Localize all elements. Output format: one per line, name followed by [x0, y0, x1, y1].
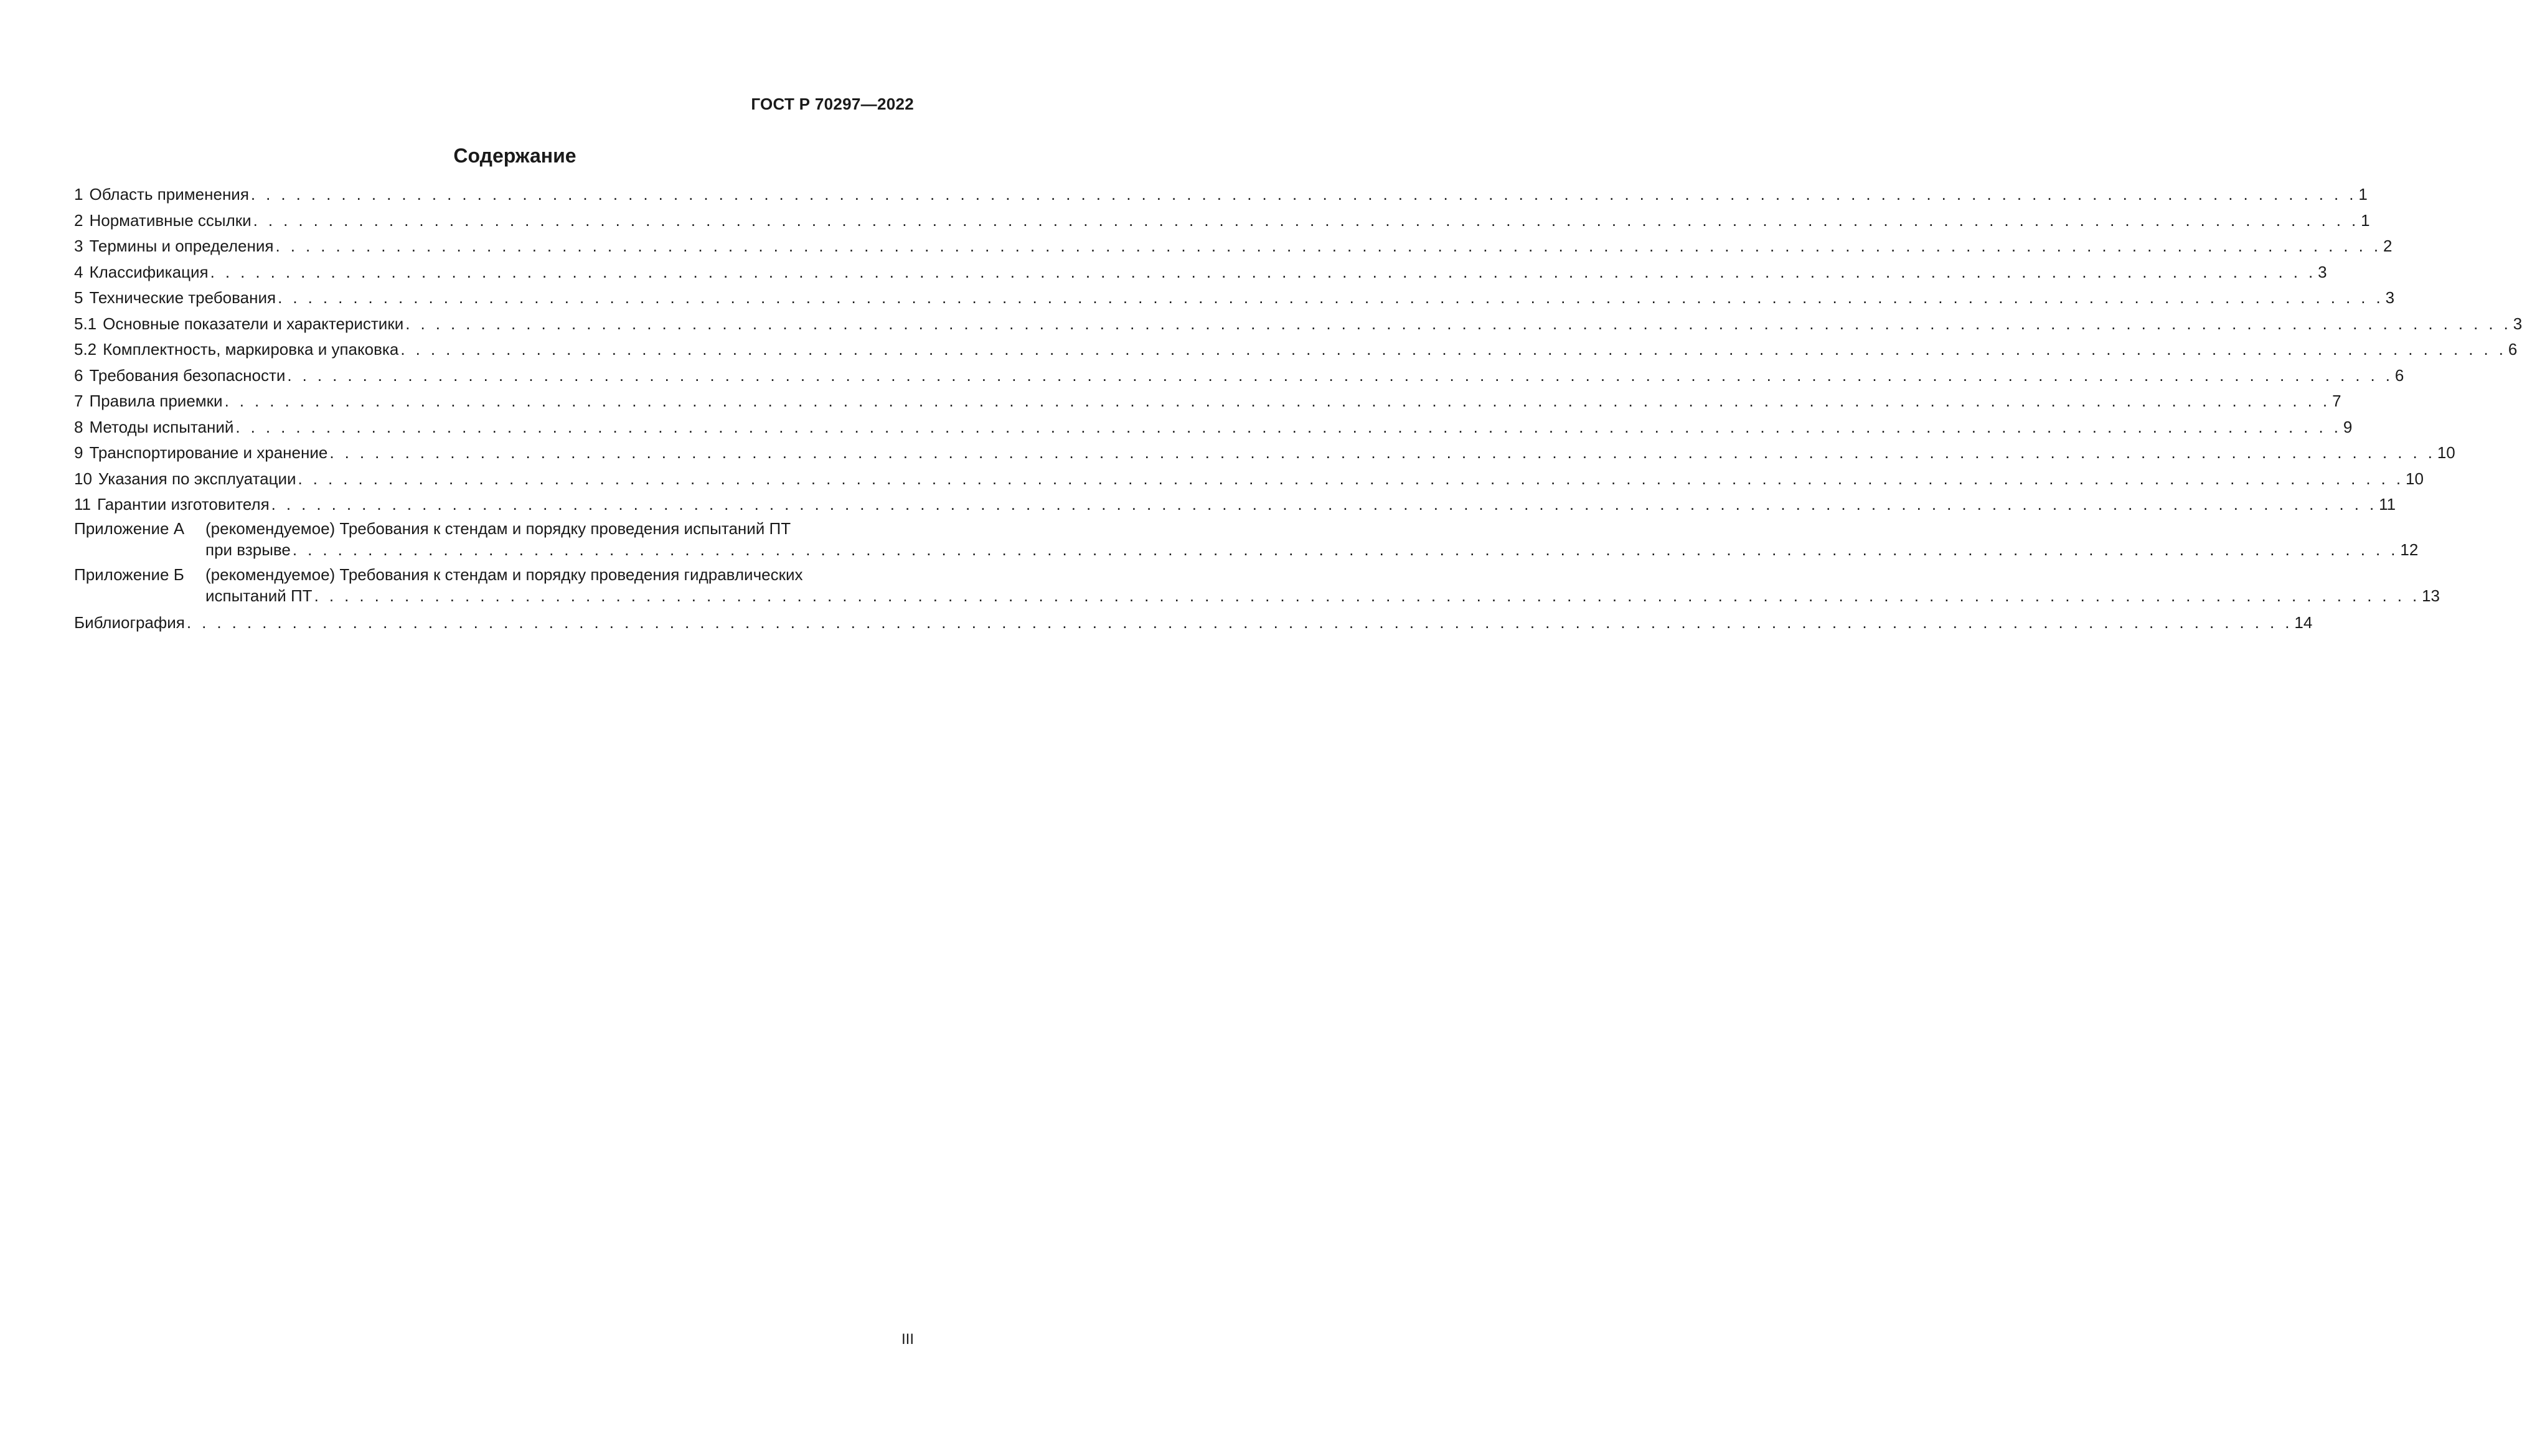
dot-leader: [400, 337, 2506, 363]
toc-item-page: 3: [2385, 288, 2395, 307]
toc-item-number: 7: [74, 392, 83, 410]
appendix-title-line2: при взрыве: [205, 540, 291, 559]
appendix-title-line2: испытаний ПТ: [205, 586, 313, 605]
toc-item-page: 6: [2508, 340, 2518, 359]
toc-item-number: 11: [74, 495, 91, 514]
toc-item-number: 6: [74, 365, 83, 385]
dot-leader: [271, 492, 2378, 518]
toc-item-title: Библиография: [74, 613, 185, 632]
dot-leader: [278, 285, 2384, 311]
toc-item-1[interactable]: [74, 182, 2368, 208]
dot-leader: [293, 539, 2399, 560]
toc-item-number: 1: [74, 185, 83, 204]
toc-item-page: 14: [2294, 613, 2313, 632]
toc-item-title: Классификация: [89, 262, 209, 281]
toc-item-page: 11: [2379, 495, 2396, 514]
toc-item-title: Указания по эксплуатации: [98, 469, 296, 488]
toc-item-5-1[interactable]: [74, 311, 2522, 337]
toc-item-page: 3: [2513, 314, 2522, 333]
toc-item-title: Термины и определения: [89, 237, 274, 255]
dot-leader: [225, 388, 2331, 415]
toc-item-8[interactable]: [74, 415, 2353, 441]
appendix-title-line1: (рекомендуемое) Требования к стендам и порядку проведения испытаний ПТ: [205, 519, 791, 538]
toc-item-page: 2: [2383, 237, 2393, 255]
toc-item-5-2[interactable]: [74, 337, 2518, 363]
toc-item-title: Транспортирование и хранение: [89, 443, 328, 462]
toc-item-7[interactable]: [74, 388, 2341, 415]
toc-item-number: 5: [74, 288, 83, 307]
toc-item-number: 8: [74, 417, 83, 436]
toc-item-9[interactable]: [74, 440, 2455, 466]
toc-item-11[interactable]: [74, 492, 2396, 518]
toc-item-page: 6: [2394, 365, 2404, 385]
appendix-title-line2-row: [205, 539, 2418, 560]
toc-item-page: 9: [2343, 417, 2353, 436]
appendix-title-line1: (рекомендуемое) Требования к стендам и порядку проведения гидравлических: [205, 565, 803, 584]
toc-item-title: Технические требования: [89, 288, 276, 307]
dot-leader: [210, 260, 2317, 286]
toc-item-title: Правила приемки: [89, 392, 223, 410]
page-title: Содержание: [453, 144, 576, 167]
toc-appendix-b[interactable]: [74, 564, 2440, 606]
toc-item-title: Комплектность, маркировка и упаковка: [103, 340, 399, 359]
dot-leader: [314, 585, 2421, 606]
toc-item-page: 7: [2332, 392, 2341, 410]
dot-leader: [298, 466, 2404, 492]
toc-appendix-a[interactable]: [74, 518, 2419, 560]
appendix-body: [205, 564, 2440, 606]
toc-item-2[interactable]: [74, 208, 2370, 234]
appendix-body: [205, 518, 2418, 560]
dot-leader: [275, 233, 2381, 260]
dot-leader: [251, 182, 2357, 208]
toc-item-title: Нормативные ссылки: [89, 210, 252, 230]
toc-item-page: 3: [2318, 262, 2327, 281]
toc-item-number: 4: [74, 262, 83, 281]
toc-item-number: 3: [74, 237, 83, 255]
toc-item-number: 2: [74, 210, 83, 230]
appendix-title-line2-row: [205, 585, 2440, 606]
toc-item-title: Область применения: [89, 185, 249, 204]
toc-item-number: 5.1: [74, 314, 97, 333]
appendix-label: Приложение А: [74, 519, 185, 538]
dot-leader: [405, 311, 2511, 337]
table-of-contents: [74, 182, 2522, 636]
standard-code: ГОСТ Р 70297—2022: [751, 95, 914, 113]
toc-item-page: 10: [2406, 469, 2424, 488]
toc-item-bibliography[interactable]: [74, 610, 2313, 636]
toc-item-title: Требования безопасности: [89, 365, 286, 385]
toc-item-6[interactable]: [74, 363, 2404, 389]
toc-item-page: 12: [2400, 540, 2419, 559]
toc-item-number: 9: [74, 443, 83, 462]
toc-item-page: 1: [2358, 185, 2368, 204]
toc-item-title: Основные показатели и характеристики: [103, 314, 404, 333]
dot-leader: [329, 440, 2435, 466]
dot-leader: [287, 363, 2393, 389]
dot-leader: [235, 415, 2341, 441]
toc-item-3[interactable]: [74, 233, 2393, 260]
dot-leader: [187, 610, 2293, 636]
dot-leader: [253, 208, 2360, 234]
toc-item-number: 10: [74, 469, 92, 488]
toc-item-4[interactable]: [74, 260, 2327, 286]
toc-item-title: Методы испытаний: [89, 417, 234, 436]
toc-item-page: 1: [2361, 210, 2370, 230]
toc-item-10[interactable]: [74, 466, 2424, 492]
toc-item-5[interactable]: [74, 285, 2395, 311]
appendix-label: Приложение Б: [74, 565, 184, 584]
toc-item-title: Гарантии изготовителя: [97, 495, 270, 514]
toc-item-page: 10: [2437, 443, 2455, 462]
toc-item-number: 5.2: [74, 340, 97, 359]
page-number: III: [901, 1331, 914, 1348]
toc-item-page: 13: [2422, 586, 2440, 605]
